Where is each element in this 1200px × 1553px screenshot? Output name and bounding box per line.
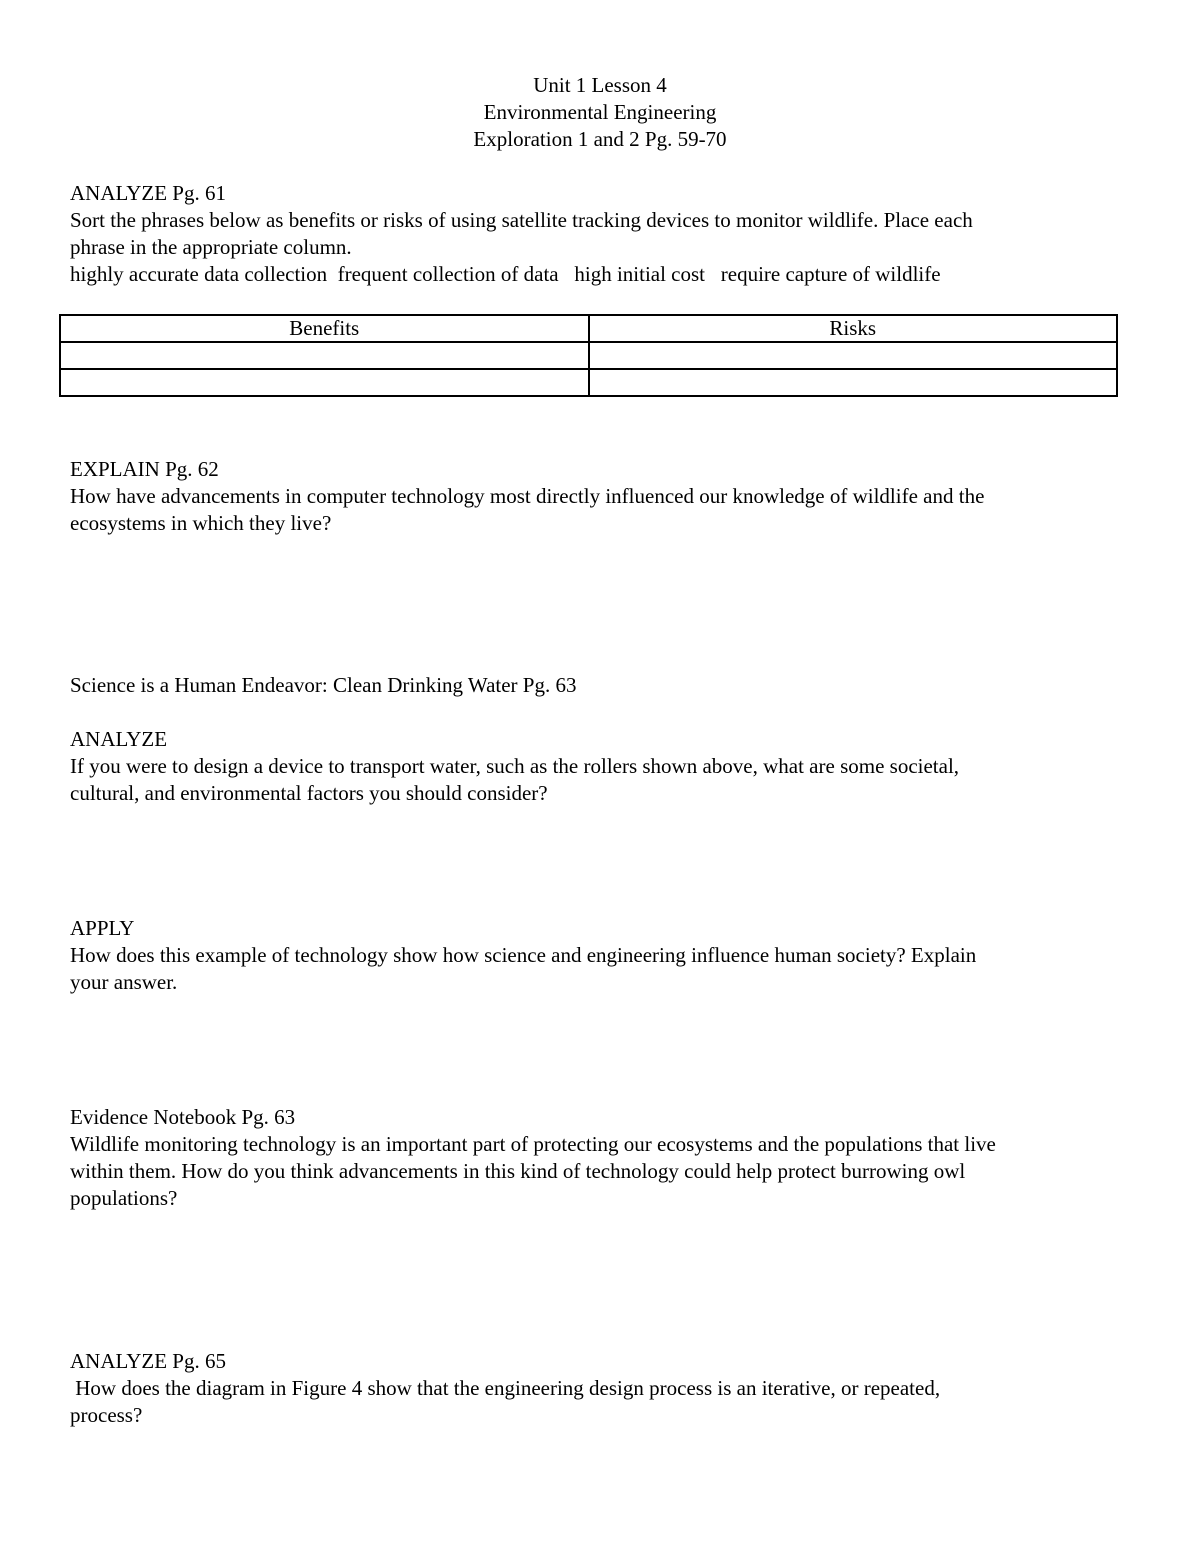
apply-question-line-1: How does this example of technology show how science and engineering influence human society? Explain [70, 943, 977, 967]
explain-question-line-2: ecosystems in which they live? [70, 511, 332, 535]
evidence-heading: Evidence Notebook Pg. 63 [70, 1105, 296, 1129]
phrase-list: highly accurate data collection frequent collection of data high initial cost require capture of wildlife [70, 262, 941, 286]
risk-answer-cell[interactable] [589, 342, 1118, 369]
evidence-section [70, 1104, 1130, 1212]
explain-section [70, 456, 1130, 537]
evidence-question-line-3: populations? [70, 1186, 178, 1210]
analyze-prompt-line-2: phrase in the appropriate column. [70, 235, 352, 259]
benefit-answer-cell[interactable] [60, 342, 589, 369]
benefit-answer-cell[interactable] [60, 369, 589, 396]
analyze-question-line-2: cultural, and environmental factors you should consider? [70, 781, 548, 805]
benefits-risks-table [59, 314, 1118, 397]
analyze-question-line-3a: How does the diagram in Figure 4 show that the engineering design process is an iterative, or repeated, [70, 1376, 941, 1400]
analyze-section-3 [70, 1348, 1130, 1429]
analyze-heading-3: ANALYZE Pg. 65 [70, 1349, 226, 1373]
evidence-question-line-2: within them. How do you think advancements in this kind of technology could help protect burrowing owl [70, 1159, 966, 1183]
analyze-section-2 [70, 726, 1130, 807]
analyze-section-1 [70, 180, 1130, 288]
science-section [70, 672, 1130, 699]
unit-title: Unit 1 Lesson 4 [533, 73, 667, 97]
apply-question-line-2: your answer. [70, 970, 178, 994]
lesson-title: Environmental Engineering [483, 100, 717, 124]
risks-column-header: Risks [589, 315, 1118, 342]
document-header [0, 72, 1200, 153]
analyze-prompt-line-1: Sort the phrases below as benefits or risks of using satellite tracking devices to monitor wildlife. Place each [70, 208, 973, 232]
explain-question-line-1: How have advancements in computer technology most directly influenced our knowledge of wildlife and the [70, 484, 985, 508]
analyze-heading-2: ANALYZE [70, 727, 168, 751]
table-header-row [60, 315, 1117, 342]
evidence-question-line-1: Wildlife monitoring technology is an important part of protecting our ecosystems and the populations that live [70, 1132, 996, 1156]
analyze-heading-1: ANALYZE Pg. 61 [70, 181, 226, 205]
risk-answer-cell[interactable] [589, 369, 1118, 396]
exploration-title: Exploration 1 and 2 Pg. 59-70 [473, 127, 727, 151]
table-row [60, 342, 1117, 369]
benefits-column-header: Benefits [60, 315, 589, 342]
apply-section [70, 915, 1130, 996]
explain-heading: EXPLAIN Pg. 62 [70, 457, 219, 481]
science-heading: Science is a Human Endeavor: Clean Drinking Water Pg. 63 [70, 673, 577, 697]
table-row [60, 369, 1117, 396]
apply-heading: APPLY [70, 916, 135, 940]
analyze-question-line-1: If you were to design a device to transport water, such as the rollers shown above, what are some societal, [70, 754, 960, 778]
analyze-question-line-3b: process? [70, 1403, 143, 1427]
